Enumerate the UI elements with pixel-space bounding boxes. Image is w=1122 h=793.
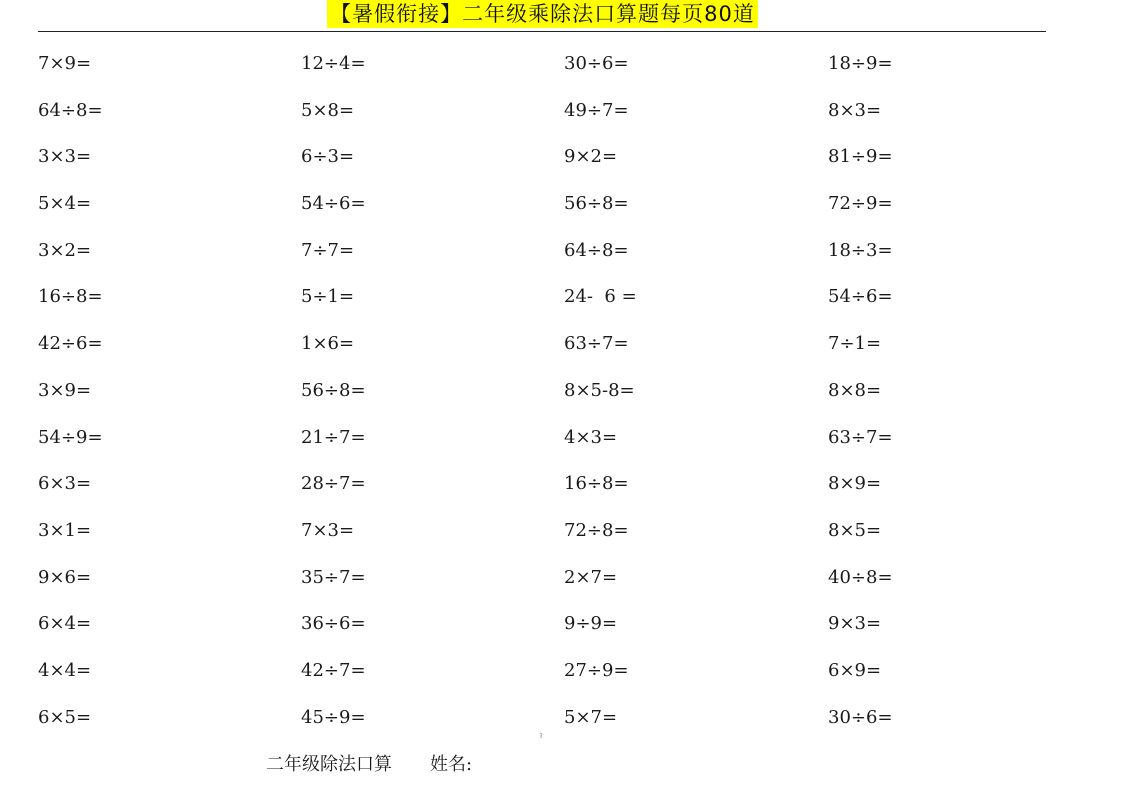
math-problem: 72÷9= xyxy=(828,193,893,215)
math-problem: 9×6= xyxy=(38,566,92,588)
math-problem: 30÷6= xyxy=(828,706,893,728)
math-problem: 6×5= xyxy=(38,706,92,728)
math-problem: 56÷8= xyxy=(564,193,629,215)
math-problem: 54÷6= xyxy=(301,193,366,215)
math-problem: 36÷6= xyxy=(301,613,366,635)
math-problem: 18÷9= xyxy=(828,53,893,74)
page-title: 【暑假衔接】二年级乘除法口算题每页80道 xyxy=(327,0,758,28)
math-problem: 9×2= xyxy=(564,146,618,168)
math-problem: 3×9= xyxy=(38,379,92,401)
math-problem: 54÷9= xyxy=(38,426,103,448)
math-problem: 3×2= xyxy=(38,239,92,261)
math-problem: 8×9= xyxy=(828,473,882,495)
math-problem: 3×1= xyxy=(38,519,92,541)
math-problem: 45÷9= xyxy=(301,706,366,728)
title-bar xyxy=(0,0,1085,28)
math-problem: 8×8= xyxy=(828,379,882,401)
math-problem: 9÷9= xyxy=(564,613,618,635)
math-problem: 9×3= xyxy=(828,613,882,635)
math-problem: 8×5-8= xyxy=(564,379,635,401)
math-problem: 6÷3= xyxy=(301,146,355,168)
math-problem: 5×4= xyxy=(38,193,92,215)
math-problem: 4×4= xyxy=(38,659,92,681)
math-problem: 6×3= xyxy=(38,473,92,495)
math-problem: 3×3= xyxy=(38,146,92,168)
math-problem: 21÷7= xyxy=(301,426,366,448)
math-problem: 7×9= xyxy=(38,53,92,74)
math-problem: 5×7= xyxy=(564,706,618,728)
math-problem: 63÷7= xyxy=(828,426,893,448)
math-problem: 18÷3= xyxy=(828,239,893,261)
math-problem: 4×3= xyxy=(564,426,618,448)
math-problem: 56÷8= xyxy=(301,379,366,401)
name-label: 姓名: xyxy=(430,754,473,775)
math-problem: 7×3= xyxy=(301,519,355,541)
math-problem: 40÷8= xyxy=(828,566,893,588)
math-problem: 42÷7= xyxy=(301,659,366,681)
math-problem: 27÷9= xyxy=(564,659,629,681)
math-problem: 7÷7= xyxy=(301,239,355,261)
math-problem: 6×9= xyxy=(828,659,882,681)
math-problem: 30÷6= xyxy=(564,53,629,74)
math-problem: 49÷7= xyxy=(564,99,629,121)
math-problem: 63÷7= xyxy=(564,333,629,355)
math-problem: 16÷8= xyxy=(564,473,629,495)
problem-grid xyxy=(38,50,1046,750)
math-problem: 8×5= xyxy=(828,519,882,541)
math-problem: 35÷7= xyxy=(301,566,366,588)
section-title: 二年级除法口算 xyxy=(266,754,392,775)
math-problem: 81÷9= xyxy=(828,146,893,168)
math-problem: 24- 6 = xyxy=(564,286,637,308)
math-problem: 12÷4= xyxy=(301,53,366,74)
math-problem: 7÷1= xyxy=(828,333,882,355)
math-problem: 64÷8= xyxy=(564,239,629,261)
footer xyxy=(266,752,472,778)
math-problem: 8×3= xyxy=(828,99,882,121)
math-problem: 54÷6= xyxy=(828,286,893,308)
math-problem: 16÷8= xyxy=(38,286,103,308)
math-problem: 6×4= xyxy=(38,613,92,635)
math-problem: 2×7= xyxy=(564,566,618,588)
math-problem: 42÷6= xyxy=(38,333,103,355)
math-problem: 5×8= xyxy=(301,99,355,121)
title-underline xyxy=(38,31,1046,32)
math-problem: 28÷7= xyxy=(301,473,366,495)
stray-mark: ˀ xyxy=(540,733,543,744)
math-problem: 1×6= xyxy=(301,333,355,355)
math-problem: 72÷8= xyxy=(564,519,629,541)
math-problem: 5÷1= xyxy=(301,286,355,308)
math-problem: 64÷8= xyxy=(38,99,103,121)
